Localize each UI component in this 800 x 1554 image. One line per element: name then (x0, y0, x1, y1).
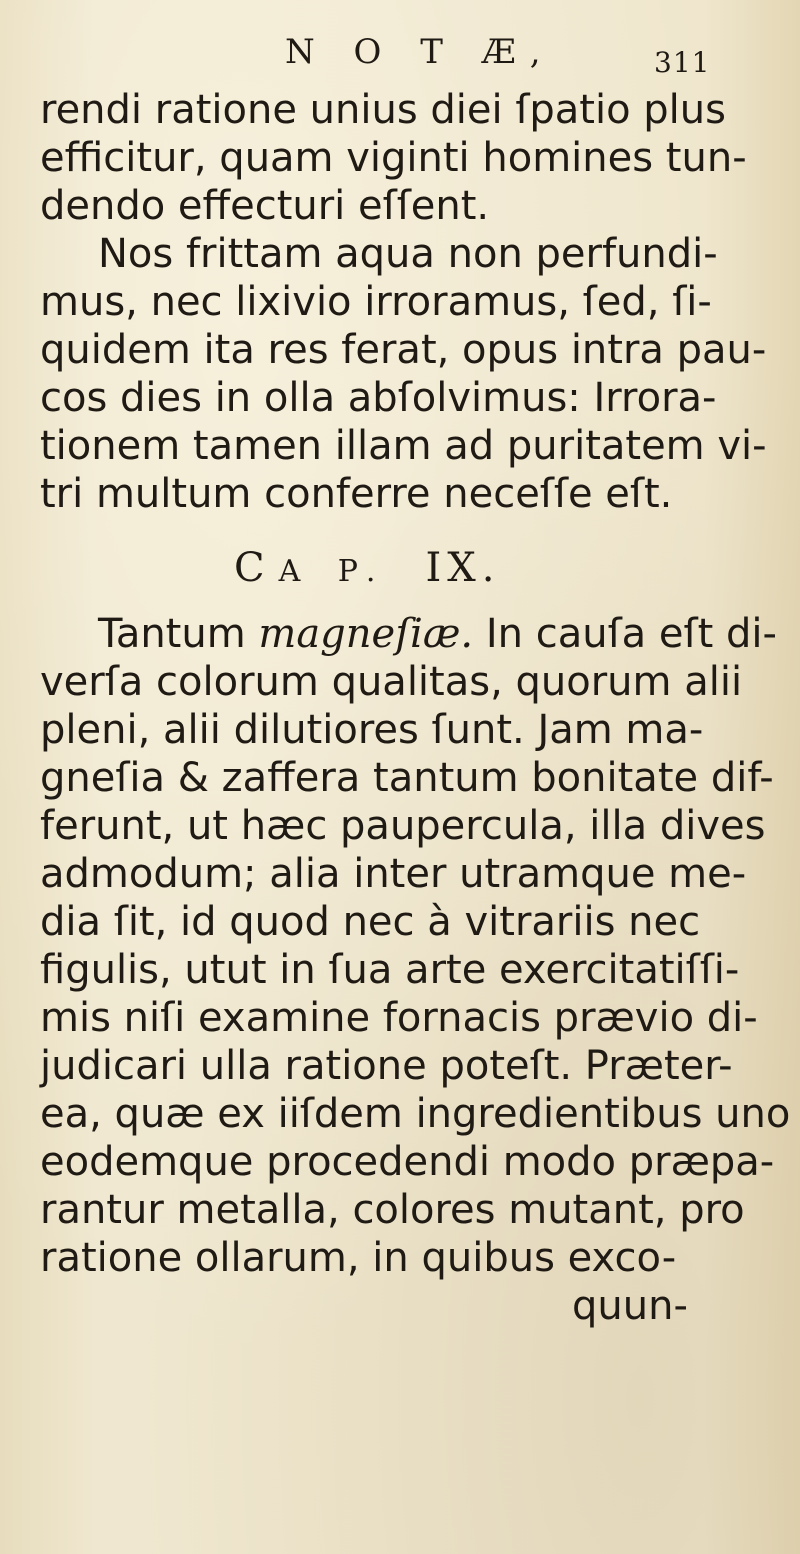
paragraph-first-line (40, 610, 780, 658)
text-line: tri multum conferre neceſſe eſt. (40, 471, 673, 517)
text-line: mis niſi examine fornacis prævio di- (40, 995, 758, 1041)
text-line: quidem ita res ferat, opus intra pau- (40, 327, 767, 373)
catchword: quun- (572, 1283, 688, 1329)
chapter-initial: C (234, 545, 279, 591)
italic-term: magneſiæ. (258, 611, 474, 657)
text-line: rendi ratione unius diei ſpatio plus (40, 87, 726, 133)
text-line: judicari ulla ratione poteſt. Præter- (40, 1043, 733, 1089)
text-line: ea, quæ ex iiſdem ingredientibus uno (40, 1091, 791, 1137)
text-line: efficitur, quam viginti homines tun- (40, 135, 747, 181)
text-line: dendo effecturi eſſent. (40, 183, 490, 229)
text-line: verſa colorum qualitas, quorum alii (40, 659, 743, 705)
running-title: N O T Æ, (285, 32, 555, 72)
text-line: pleni, alii dilutiores ſunt. Jam ma- (40, 707, 704, 753)
text-line: rantur metalla, colores mutant, pro (40, 1187, 745, 1233)
text-line: admodum; alia inter utramque me- (40, 851, 747, 897)
text-line: eodemque procedendi modo præpa- (40, 1139, 775, 1185)
first-word: Tantum (98, 611, 246, 657)
body-text (40, 86, 791, 1330)
text-line: cos dies in olla abſolvimus: Irrora- (40, 375, 717, 421)
text-line: mus, nec lixivio irroramus, ſed, ſi- (40, 279, 712, 325)
text-line: figulis, utut in ſua arte exercitatiſſi- (40, 947, 740, 993)
line-remainder: In cauſa eſt di- (473, 611, 777, 657)
chapter-word: A P. (278, 554, 390, 589)
text-line: ratione ollarum, in quibus exco- (40, 1235, 677, 1281)
text-line: gneſia & zaffera tantum bonitate dif- (40, 755, 774, 801)
page-number: 311 (654, 46, 711, 79)
running-head (0, 24, 800, 80)
chapter-number: IX. (425, 545, 501, 591)
chapter-heading (40, 528, 780, 608)
text-line: tionem tamen illam ad puritatem vi- (40, 423, 767, 469)
text-line: ferunt, ut hæc paupercula, illa dives (40, 803, 766, 849)
text-line: dia ſit, id quod nec à vitrariis nec (40, 899, 701, 945)
paragraph-first-line: Nos frittam aqua non perfundi- (98, 231, 718, 277)
